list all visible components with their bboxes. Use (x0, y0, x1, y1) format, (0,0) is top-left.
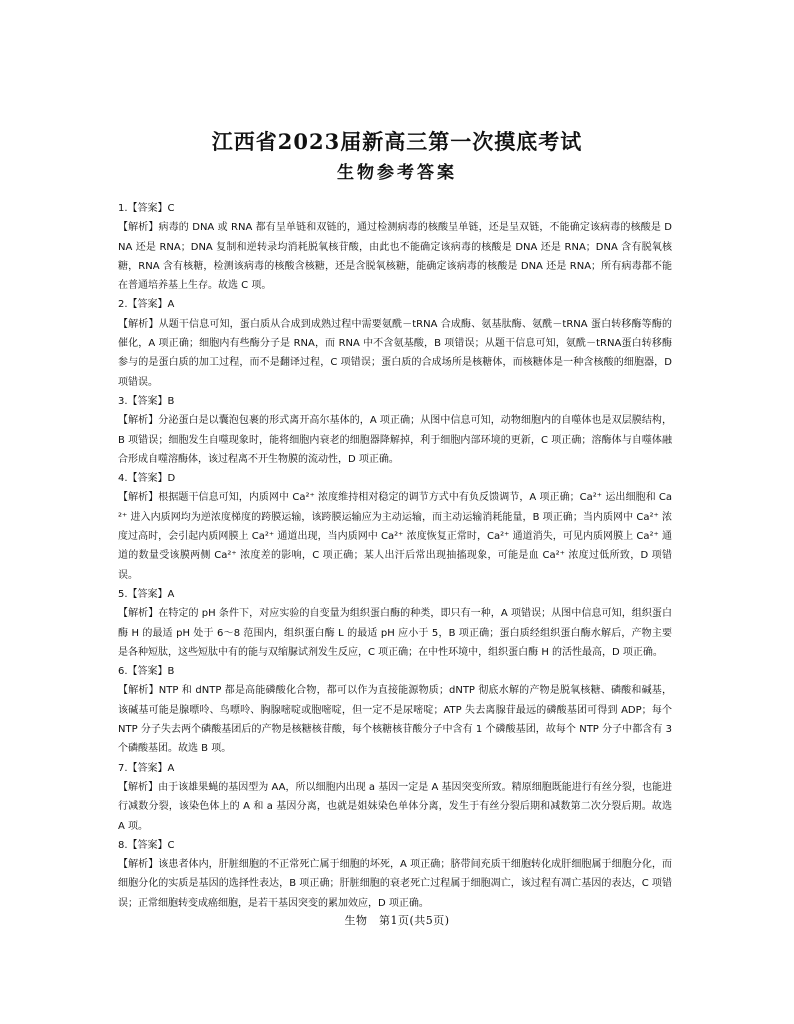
answer-label: 【答案】A (127, 299, 175, 311)
question-number: 5. (118, 588, 128, 600)
explanation-text: 【解析】由于该雄果蝇的基因型为 AA，所以细胞内出现 a 基因一定是 A 基因突变所致。精原细胞既能进行有丝分裂，也能进行减数分裂，该染色体上的 A 和 a 基因分离，也就是姐妹染色单体分离，发生于有丝分裂后期和减数第二次分裂后期。故选 A 项。 (118, 781, 672, 832)
explanation-text: 【解析】根据题干信息可知，内质网中 Ca²⁺ 浓度维持相对稳定的调节方式中有负反馈调节，A 项正确；Ca²⁺ 运出细胞和 Ca²⁺ 进入内质网均为逆浓度梯度的跨膜运输，该跨膜运输应为主动运输，而主动运输消耗能量，B 项正确；当内质网中 Ca²⁺ 浓度过高时，会引起内质网膜上 Ca²⁺ 通道出现，当内质网中 Ca²⁺ 浓度恢复正常时，Ca²⁺ 通道消失，可见内质网膜上 Ca²⁺ 通道的数量受该膜两侧 Ca²⁺ 浓度差的影响，C 项正确；某人出汗后常出现抽搐现象，可能是血 Ca²⁺ 浓度过低所致，D 项错误。 (118, 492, 672, 581)
answer-label: 【答案】A (127, 762, 175, 774)
question-number: 8. (118, 839, 128, 851)
question-item-1 (118, 199, 672, 295)
explanation-text: 【解析】该患者体内，肝脏细胞的不正常死亡属于细胞的坏死，A 项正确；脐带间充质干细胞转化成肝细胞属于细胞分化，而细胞分化的实质是基因的选择性表达，B 项正确；肝脏细胞的衰老死亡过程属于细胞凋亡，该过程有凋亡基因的表达，C 项错误；正常细胞转变成癌细胞，是若干基因突变的累加效应，D 项正确。 (118, 859, 672, 909)
page-subtitle: 生物参考答案 (337, 163, 457, 183)
explanation-text: 【解析】分泌蛋白是以囊泡包裹的形式离开高尔基体的，A 项正确；从图中信息可知，动物细胞内的自噬体也是双层膜结构，B 项错误；细胞发生自噬现象时，能将细胞内衰老的细胞器降解掉，利于细胞内部环境的更新，C 项正确；溶酶体与自噬体融合形成自噬溶酶体，该过程离不开生物膜的流动性，D 项正确。 (118, 415, 672, 465)
question-number: 3. (118, 395, 128, 407)
explanation-text: 【解析】从题干信息可知，蛋白质从合成到成熟过程中需要氨酰－tRNA 合成酶、氨基肽酶、氨酰－tRNA 蛋白转移酶等酶的催化，A 项正确；细胞内有些酶分子是 RNA，而 RNA 中不含氨基酸，B 项错误；从题干信息可知，氨酰－tRNA蛋白转移酶参与的是蛋白质的加工过程，而不是翻译过程，C 项错误；蛋白质的合成场所是核糖体，而核糖体是一种含核酸的细胞器，D 项错误。 (118, 318, 672, 388)
question-item-6 (118, 662, 672, 758)
explanation-text: 【解析】病毒的 DNA 或 RNA 都有呈单链和双链的，通过检测病毒的核酸呈单链，还是呈双链，不能确定该病毒的核酸是 DNA 还是 RNA；DNA 复制和逆转录均消耗脱氧核苷酸，由此也不能确定该病毒的核酸是 DNA 还是 RNA；DNA 含有脱氧核糖，RNA 含有核糖，检测该病毒的核酸含核糖，还是含脱氧核糖，能确定该病毒的核酸是 DNA 还是 RNA；所有病毒都不能在普通培养基上生存。故选 C 项。 (118, 222, 672, 292)
question-item-8 (118, 836, 672, 913)
explanation-text: 【解析】NTP 和 dNTP 都是高能磷酸化合物，都可以作为直接能源物质；dNTP 彻底水解的产物是脱氧核糖、磷酸和碱基，该碱基可能是腺嘌呤、鸟嘌呤、胸腺嘧啶或胞嘧啶，但一定不是尿嘧啶；ATP 失去离腺苷最远的磷酸基团可得到 ADP；每个 NTP 分子失去两个磷酸基团后的产物是核糖核苷酸，每个核糖核苷酸分子中含有 1 个磷酸基团，故每个 NTP 分子中都含有 3 个磷酸基团。故选 B 项。 (118, 685, 672, 755)
question-item-5 (118, 585, 672, 662)
question-number: 1. (118, 203, 128, 214)
page-footer: 生物 第1页(共5页) (344, 914, 450, 927)
question-number: 6. (118, 666, 128, 678)
answer-label: 【答案】B (127, 395, 175, 407)
answer-label: 【答案】C (127, 203, 175, 214)
question-item-7 (118, 759, 672, 836)
answer-label: 【答案】D (127, 473, 176, 485)
answer-label: 【答案】B (127, 666, 175, 678)
question-item-2 (118, 295, 672, 391)
question-item-4 (118, 469, 672, 585)
page-title: 江西省2023届新高三第一次摸底考试 (211, 129, 583, 154)
question-number: 2. (118, 299, 128, 311)
explanation-text: 【解析】在特定的 pH 条件下，对应实验的自变量为组织蛋白酶的种类，即只有一种，A 项错误；从图中信息可知，组织蛋白酶 H 的最适 pH 处于 6～8 范围内，组织蛋白酶 L 的最适 pH 应小于 5，B 项正确；蛋白质经组织蛋白酶水解后，产物主要是各种短肽，这些短肽中有的能与双缩脲试剂发生反应，C 项正确；在中性环境中，组织蛋白酶 H 的活性最高，D 项正确。 (118, 608, 672, 658)
question-item-3 (118, 392, 672, 469)
answer-label: 【答案】C (127, 839, 175, 851)
answer-list (118, 199, 672, 913)
question-number: 4. (118, 473, 128, 485)
answer-label: 【答案】A (127, 588, 175, 600)
question-number: 7. (118, 762, 128, 774)
